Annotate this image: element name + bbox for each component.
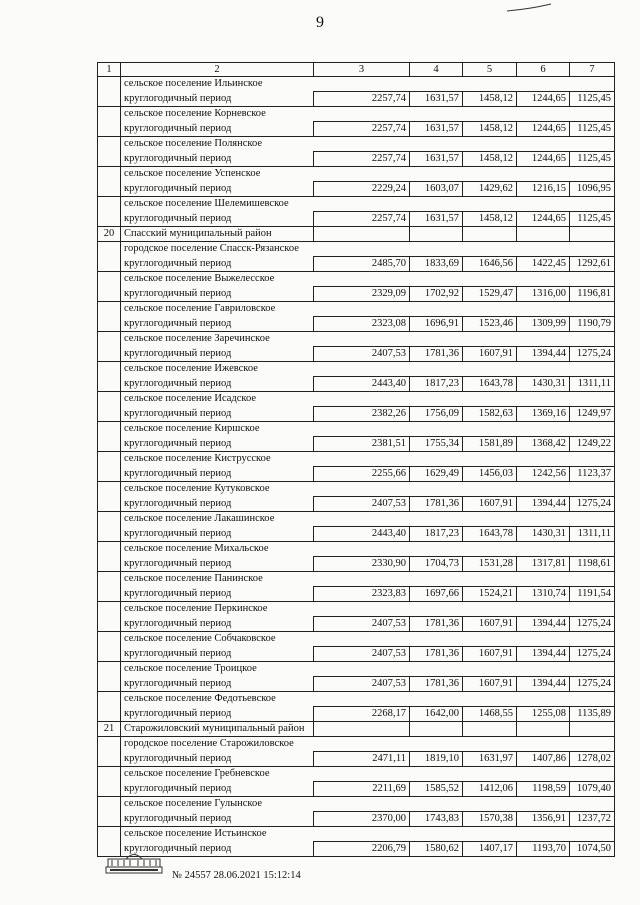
- tariff-value: 1244,65: [517, 152, 570, 167]
- tariff-values-row: [98, 497, 615, 512]
- tariff-value: 2443,40: [314, 377, 410, 392]
- tariff-value: 1524,21: [463, 587, 517, 602]
- tariff-value: 1781,36: [410, 677, 463, 692]
- row-number: [98, 332, 121, 362]
- tariff-value: 2381,51: [314, 437, 410, 452]
- tariff-value: 1407,86: [517, 752, 570, 767]
- period-label: круглогодичный период: [121, 557, 314, 572]
- period-label: круглогодичный период: [121, 617, 314, 632]
- document-registration-number: № 24557 28.06.2021 15:12:14: [172, 870, 301, 881]
- settlement-name: сельское поселение Заречинское: [121, 332, 615, 347]
- tariff-values-row: [98, 257, 615, 272]
- tariff-value: 1275,24: [570, 677, 615, 692]
- tariff-value: 1817,23: [410, 377, 463, 392]
- settlement-name: сельское поселение Ижевское: [121, 362, 615, 377]
- tariff-value: 1394,44: [517, 647, 570, 662]
- row-number: [98, 767, 121, 797]
- tariff-value: 1125,45: [570, 122, 615, 137]
- settlement-name: городское поселение Спасск-Рязанское: [121, 242, 615, 257]
- tariff-value: 1817,23: [410, 527, 463, 542]
- tariff-value: 1756,09: [410, 407, 463, 422]
- settlement-name: сельское поселение Собчаковское: [121, 632, 615, 647]
- period-label: круглогодичный период: [121, 212, 314, 227]
- tariff-value: 1356,91: [517, 812, 570, 827]
- column-header: 4: [410, 63, 463, 77]
- tariff-values-row: [98, 617, 615, 632]
- tariff-value: 2471,11: [314, 752, 410, 767]
- tariff-values-row: [98, 647, 615, 662]
- tariff-values-row: [98, 377, 615, 392]
- tariff-value: 1123,37: [570, 467, 615, 482]
- settlement-name-row: [98, 542, 615, 557]
- tariff-value: 1529,47: [463, 287, 517, 302]
- tariff-value: 1642,00: [410, 707, 463, 722]
- tariff-values-row: [98, 527, 615, 542]
- tariff-value: 1193,70: [517, 842, 570, 857]
- row-number: [98, 77, 121, 107]
- tariff-value: 2329,09: [314, 287, 410, 302]
- tariff-values-row: [98, 407, 615, 422]
- tariff-value: 1697,66: [410, 587, 463, 602]
- empty-cell: [314, 722, 410, 737]
- tariff-value: 2407,53: [314, 617, 410, 632]
- tariff-value: 1311,11: [570, 527, 615, 542]
- tariff-value: 1581,89: [463, 437, 517, 452]
- settlement-name-row: [98, 767, 615, 782]
- tariff-value: 2323,08: [314, 317, 410, 332]
- tariff-value: 1249,22: [570, 437, 615, 452]
- tariff-value: 1456,03: [463, 467, 517, 482]
- tariff-value: 1755,34: [410, 437, 463, 452]
- row-number: [98, 572, 121, 602]
- tariff-value: 1429,62: [463, 182, 517, 197]
- tariff-value: 1368,42: [517, 437, 570, 452]
- tariff-value: 1631,57: [410, 92, 463, 107]
- settlement-name: сельское поселение Лакашинское: [121, 512, 615, 527]
- settlement-name: сельское поселение Панинское: [121, 572, 615, 587]
- tariff-value: 1631,57: [410, 212, 463, 227]
- settlement-name: сельское поселение Ильинское: [121, 77, 615, 92]
- period-label: круглогодичный период: [121, 437, 314, 452]
- tariff-value: 2229,24: [314, 182, 410, 197]
- tariff-value: 1369,16: [517, 407, 570, 422]
- row-number: [98, 692, 121, 722]
- tariff-value: 1196,81: [570, 287, 615, 302]
- tariff-value: 1216,15: [517, 182, 570, 197]
- settlement-name-row: [98, 482, 615, 497]
- tariff-value: 1309,99: [517, 317, 570, 332]
- tariff-value: 1394,44: [517, 497, 570, 512]
- tariff-table: [97, 62, 615, 857]
- period-label: круглогодичный период: [121, 752, 314, 767]
- tariff-value: 1781,36: [410, 347, 463, 362]
- tariff-values-row: [98, 707, 615, 722]
- settlement-name: сельское поселение Гребневское: [121, 767, 615, 782]
- tariff-value: 1125,45: [570, 92, 615, 107]
- settlement-name-row: [98, 392, 615, 407]
- settlement-name-row: [98, 362, 615, 377]
- tariff-value: 1646,56: [463, 257, 517, 272]
- tariff-value: 2370,00: [314, 812, 410, 827]
- tariff-value: 1607,91: [463, 347, 517, 362]
- settlement-name: сельское поселение Истьинское: [121, 827, 615, 842]
- period-label: круглогодичный период: [121, 782, 314, 797]
- tariff-value: 2407,53: [314, 347, 410, 362]
- tariff-value: 2407,53: [314, 647, 410, 662]
- tariff-value: 1631,97: [463, 752, 517, 767]
- tariff-value: 1275,24: [570, 347, 615, 362]
- tariff-value: 2211,69: [314, 782, 410, 797]
- tariff-value: 1585,52: [410, 782, 463, 797]
- settlement-name-row: [98, 137, 615, 152]
- tariff-value: 1125,45: [570, 152, 615, 167]
- settlement-name-row: [98, 242, 615, 257]
- tariff-value: 1781,36: [410, 497, 463, 512]
- tariff-values-row: [98, 317, 615, 332]
- tariff-value: 2255,66: [314, 467, 410, 482]
- tariff-value: 1458,12: [463, 122, 517, 137]
- tariff-value: 1607,91: [463, 677, 517, 692]
- tariff-values-row: [98, 782, 615, 797]
- district-name: Спасский муниципальный район: [121, 227, 314, 242]
- column-header: 2: [121, 63, 314, 77]
- settlement-name: сельское поселение Киструсское: [121, 452, 615, 467]
- settlement-name-row: [98, 422, 615, 437]
- tariff-value: 1603,07: [410, 182, 463, 197]
- tariff-value: 1531,28: [463, 557, 517, 572]
- period-label: круглогодичный период: [121, 647, 314, 662]
- empty-cell: [517, 227, 570, 242]
- row-number: [98, 272, 121, 302]
- period-label: круглогодичный период: [121, 407, 314, 422]
- tariff-values-row: [98, 752, 615, 767]
- tariff-value: 1643,78: [463, 527, 517, 542]
- tariff-value: 2330,90: [314, 557, 410, 572]
- empty-cell: [410, 722, 463, 737]
- tariff-values-row: [98, 347, 615, 362]
- tariff-value: 1079,40: [570, 782, 615, 797]
- row-number: [98, 137, 121, 167]
- government-building-emblem-icon: [104, 850, 164, 876]
- row-number: 20: [98, 227, 121, 242]
- settlement-name: сельское поселение Шелемишевское: [121, 197, 615, 212]
- period-label: круглогодичный период: [121, 377, 314, 392]
- tariff-value: 1412,06: [463, 782, 517, 797]
- tariff-value: 1310,74: [517, 587, 570, 602]
- row-number: [98, 737, 121, 767]
- settlement-name: сельское поселение Киршское: [121, 422, 615, 437]
- period-label: круглогодичный период: [121, 257, 314, 272]
- tariff-value: 2323,83: [314, 587, 410, 602]
- column-header: 5: [463, 63, 517, 77]
- tariff-value: 1704,73: [410, 557, 463, 572]
- row-number: [98, 107, 121, 137]
- tariff-value: 1311,11: [570, 377, 615, 392]
- period-label: круглогодичный период: [121, 497, 314, 512]
- period-label: круглогодичный период: [121, 842, 314, 857]
- tariff-values-row: [98, 677, 615, 692]
- period-label: круглогодичный период: [121, 527, 314, 542]
- settlement-name-row: [98, 797, 615, 812]
- empty-cell: [517, 722, 570, 737]
- settlement-name-row: [98, 602, 615, 617]
- tariff-value: 1275,24: [570, 497, 615, 512]
- settlement-name: сельское поселение Михальское: [121, 542, 615, 557]
- settlement-name-row: [98, 272, 615, 287]
- tariff-value: 1198,59: [517, 782, 570, 797]
- settlement-name: сельское поселение Гулынское: [121, 797, 615, 812]
- tariff-value: 1582,63: [463, 407, 517, 422]
- empty-cell: [410, 227, 463, 242]
- tariff-value: 1190,79: [570, 317, 615, 332]
- tariff-value: 2485,70: [314, 257, 410, 272]
- tariff-value: 1244,65: [517, 92, 570, 107]
- settlement-name: сельское поселение Гавриловское: [121, 302, 615, 317]
- tariff-value: 1631,57: [410, 152, 463, 167]
- tariff-value: 2268,17: [314, 707, 410, 722]
- row-number: [98, 392, 121, 422]
- tariff-value: 1631,57: [410, 122, 463, 137]
- tariff-values-row: [98, 467, 615, 482]
- tariff-value: 1643,78: [463, 377, 517, 392]
- row-number: [98, 302, 121, 332]
- tariff-value: 1819,10: [410, 752, 463, 767]
- settlement-name-row: [98, 77, 615, 92]
- settlement-name: городское поселение Старожиловское: [121, 737, 615, 752]
- tariff-value: 2257,74: [314, 122, 410, 137]
- settlement-name: сельское поселение Выжелесское: [121, 272, 615, 287]
- tariff-values-row: [98, 437, 615, 452]
- settlement-name: сельское поселение Федотьевское: [121, 692, 615, 707]
- page-number: 9: [316, 14, 324, 31]
- settlement-name-row: [98, 197, 615, 212]
- period-label: круглогодичный период: [121, 677, 314, 692]
- period-label: круглогодичный период: [121, 587, 314, 602]
- tariff-value: 1244,65: [517, 122, 570, 137]
- tariff-value: 2257,74: [314, 152, 410, 167]
- tariff-value: 1198,61: [570, 557, 615, 572]
- period-label: круглогодичный период: [121, 317, 314, 332]
- tariff-value: 2407,53: [314, 677, 410, 692]
- tariff-value: 1468,55: [463, 707, 517, 722]
- tariff-value: 1394,44: [517, 677, 570, 692]
- tariff-value: 1430,31: [517, 377, 570, 392]
- period-label: круглогодичный период: [121, 122, 314, 137]
- settlement-name-row: [98, 692, 615, 707]
- row-number: [98, 602, 121, 632]
- tariff-value: 1278,02: [570, 752, 615, 767]
- tariff-value: 1781,36: [410, 647, 463, 662]
- settlement-name: сельское поселение Полянское: [121, 137, 615, 152]
- row-number: [98, 167, 121, 197]
- tariff-value: 1702,92: [410, 287, 463, 302]
- period-label: круглогодичный период: [121, 182, 314, 197]
- period-label: круглогодичный период: [121, 92, 314, 107]
- district-row: [98, 227, 615, 242]
- settlement-name-row: [98, 737, 615, 752]
- tariff-value: 2206,79: [314, 842, 410, 857]
- period-label: круглогодичный период: [121, 467, 314, 482]
- period-label: круглогодичный период: [121, 152, 314, 167]
- tariff-value: 1317,81: [517, 557, 570, 572]
- tariff-value: 1096,95: [570, 182, 615, 197]
- tariff-value: 1316,00: [517, 287, 570, 302]
- settlement-name: сельское поселение Корневское: [121, 107, 615, 122]
- tariff-value: 1191,54: [570, 587, 615, 602]
- tariff-value: 1074,50: [570, 842, 615, 857]
- scan-pen-mark: [505, 0, 555, 10]
- tariff-value: 1458,12: [463, 92, 517, 107]
- tariff-value: 1422,45: [517, 257, 570, 272]
- tariff-values-row: [98, 182, 615, 197]
- tariff-value: 2257,74: [314, 212, 410, 227]
- tariff-value: 1570,38: [463, 812, 517, 827]
- period-label: круглогодичный период: [121, 347, 314, 362]
- settlement-name-row: [98, 632, 615, 647]
- tariff-values-row: [98, 812, 615, 827]
- row-number: [98, 242, 121, 272]
- row-number: [98, 662, 121, 692]
- settlement-name: сельское поселение Троицкое: [121, 662, 615, 677]
- tariff-values-row: [98, 122, 615, 137]
- row-number: [98, 362, 121, 392]
- tariff-value: 2407,53: [314, 497, 410, 512]
- settlement-name-row: [98, 512, 615, 527]
- settlement-name: сельское поселение Успенское: [121, 167, 615, 182]
- tariff-value: 1125,45: [570, 212, 615, 227]
- settlement-name-row: [98, 167, 615, 182]
- tariff-value: 2443,40: [314, 527, 410, 542]
- tariff-value: 1237,72: [570, 812, 615, 827]
- tariff-value: 1394,44: [517, 617, 570, 632]
- tariff-value: 1629,49: [410, 467, 463, 482]
- settlement-name: сельское поселение Исадское: [121, 392, 615, 407]
- period-label: круглогодичный период: [121, 287, 314, 302]
- settlement-name-row: [98, 662, 615, 677]
- tariff-value: 1394,44: [517, 347, 570, 362]
- tariff-value: 1430,31: [517, 527, 570, 542]
- row-number: [98, 452, 121, 482]
- tariff-values-row: [98, 212, 615, 227]
- row-number: [98, 482, 121, 512]
- tariff-value: 2382,26: [314, 407, 410, 422]
- tariff-values-row: [98, 587, 615, 602]
- tariff-value: 1696,91: [410, 317, 463, 332]
- settlement-name-row: [98, 452, 615, 467]
- settlement-name-row: [98, 332, 615, 347]
- settlement-name: сельское поселение Кутуковское: [121, 482, 615, 497]
- tariff-value: 1833,69: [410, 257, 463, 272]
- tariff-value: 1255,08: [517, 707, 570, 722]
- tariff-values-row: [98, 152, 615, 167]
- tariff-values-row: [98, 557, 615, 572]
- row-number: [98, 542, 121, 572]
- tariff-value: 1523,46: [463, 317, 517, 332]
- district-row: [98, 722, 615, 737]
- column-header: 6: [517, 63, 570, 77]
- column-header: 7: [570, 63, 615, 77]
- tariff-value: 1781,36: [410, 617, 463, 632]
- tariff-value: 1458,12: [463, 212, 517, 227]
- settlement-name-row: [98, 572, 615, 587]
- tariff-value: 1607,91: [463, 497, 517, 512]
- tariff-value: 2257,74: [314, 92, 410, 107]
- empty-cell: [314, 227, 410, 242]
- column-header: 1: [98, 63, 121, 77]
- tariff-values-row: [98, 92, 615, 107]
- document-footer: [104, 850, 404, 890]
- tariff-value: 1458,12: [463, 152, 517, 167]
- tariff-values-row: [98, 287, 615, 302]
- tariff-value: 1743,83: [410, 812, 463, 827]
- row-number: [98, 512, 121, 542]
- row-number: [98, 197, 121, 227]
- settlement-name-row: [98, 827, 615, 842]
- row-number: [98, 797, 121, 827]
- tariff-value: 1580,62: [410, 842, 463, 857]
- tariff-value: 1242,56: [517, 467, 570, 482]
- tariff-value: 1292,61: [570, 257, 615, 272]
- tariff-value: 1135,89: [570, 707, 615, 722]
- empty-cell: [570, 227, 615, 242]
- row-number: 21: [98, 722, 121, 737]
- district-name: Старожиловский муниципальный район: [121, 722, 314, 737]
- row-number: [98, 422, 121, 452]
- empty-cell: [570, 722, 615, 737]
- period-label: круглогодичный период: [121, 707, 314, 722]
- tariff-value: 1607,91: [463, 647, 517, 662]
- table-header-row: [98, 63, 615, 77]
- tariff-value: 1249,97: [570, 407, 615, 422]
- period-label: круглогодичный период: [121, 812, 314, 827]
- tariff-value: 1275,24: [570, 617, 615, 632]
- column-header: 3: [314, 63, 410, 77]
- row-number: [98, 632, 121, 662]
- tariff-value: 1275,24: [570, 647, 615, 662]
- tariff-value: 1407,17: [463, 842, 517, 857]
- tariff-value: 1244,65: [517, 212, 570, 227]
- tariff-value: 1607,91: [463, 617, 517, 632]
- settlement-name-row: [98, 302, 615, 317]
- empty-cell: [463, 227, 517, 242]
- empty-cell: [463, 722, 517, 737]
- settlement-name: сельское поселение Перкинское: [121, 602, 615, 617]
- settlement-name-row: [98, 107, 615, 122]
